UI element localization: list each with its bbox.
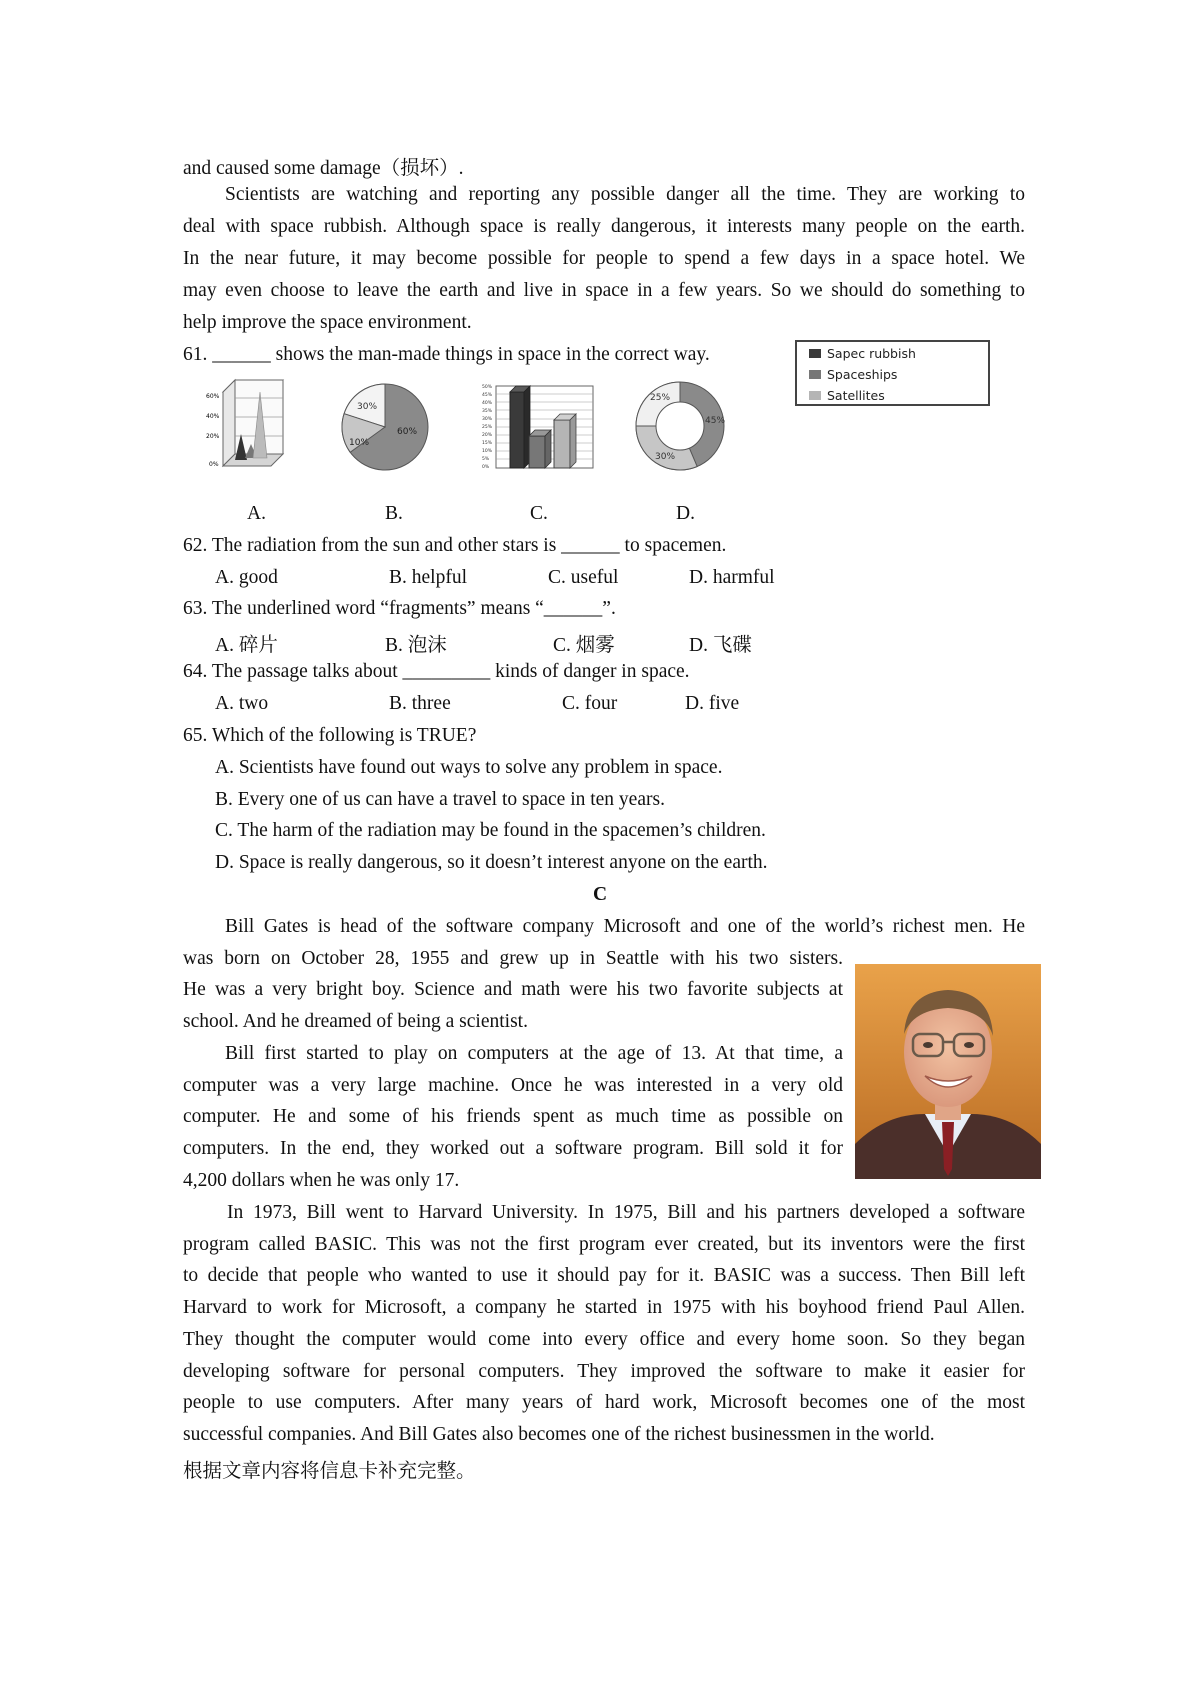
passage-line: Bill Gates is head of the software company Microsoft and one of the world’s richest men. He (225, 916, 1025, 937)
question-65: 65. Which of the following is TRUE? (183, 725, 477, 746)
bar-spaceships (529, 430, 551, 468)
tick-label: 50% (482, 385, 493, 390)
tick-label: 20% (482, 433, 493, 438)
passage-line: was born on October 28, 1955 and grew up in Seattle with his two sisters. (183, 948, 843, 969)
chart-a-cone (205, 378, 285, 470)
tick-label: 5% (482, 457, 490, 462)
passage-line: computers. In the end, they worked out a software program. Bill sold it for (183, 1138, 843, 1159)
section-heading: C (592, 884, 608, 905)
chart-c-bars (482, 384, 595, 470)
tick-label: 0% (482, 465, 490, 470)
q63-option-c: C. 烟雾 (553, 635, 615, 656)
q65-option-d: D. Space is really dangerous, so it doesn’t interest anyone on the earth. (215, 852, 768, 873)
q63-option-a: A. 碎片 (215, 635, 278, 656)
passage-line: developing software for personal computers. They improved the software to make it easier for (183, 1361, 1025, 1382)
passage-line: He was a very bright boy. Science and math were his two favorite subjects at (183, 979, 843, 1000)
chart-d-donut (634, 380, 726, 472)
chart-option-a: A. (247, 503, 266, 524)
legend-swatch (809, 391, 821, 400)
slice-label: 10% (349, 438, 370, 448)
tick-label: 60% (206, 393, 220, 400)
passage-line: may even choose to leave the earth and live in space in a few years. So we should do something to (183, 280, 1025, 301)
chart-option-c: C. (530, 503, 548, 524)
q65-option-c: C. The harm of the radiation may be found in the spacemen’s children. (215, 820, 766, 841)
q64-option-b: B. three (389, 693, 451, 714)
passage-line: deal with space rubbish. Although space is really dangerous, it interests many people on the earth. (183, 216, 1025, 237)
tick-label: 20% (206, 433, 220, 440)
passage-line: program called BASIC. This was not the first program ever created, but its inventors were the first (183, 1234, 1025, 1255)
bar-rubbish (510, 386, 530, 468)
legend-swatch (809, 370, 821, 379)
question-62: 62. The radiation from the sun and other stars is ______ to spacemen. (183, 535, 727, 556)
bar-satellites (554, 414, 576, 468)
tick-label: 10% (482, 449, 493, 454)
chart-legend (795, 340, 990, 406)
passage-line: In the near future, it may become possible for people to spend a few days in a space hotel. We (183, 248, 1025, 269)
q64-option-a: A. two (215, 693, 269, 714)
portrait-photo (855, 964, 1041, 1179)
legend-item (827, 388, 885, 403)
slice-label: 30% (357, 402, 378, 412)
passage-line: Scientists are watching and reporting any possible danger all the time. They are working to (225, 184, 1025, 205)
passage-line: Harvard to work for Microsoft, a company he started in 1975 with his boyhood friend Paul Allen. (183, 1297, 1025, 1318)
tick-label: 15% (482, 441, 493, 446)
legend-item (827, 367, 897, 382)
passage-line: to decide that people who wanted to use it should pay for it. BASIC was a success. Then Bill left (183, 1265, 1025, 1286)
tick-label: 40% (482, 401, 493, 406)
question-63: 63. The underlined word “fragments” means “______”. (183, 598, 616, 619)
passage-line: people to use computers. After many years of hard work, Microsoft becomes one of the most (183, 1392, 1025, 1413)
q65-option-a: A. Scientists have found out ways to solve any problem in space. (215, 757, 723, 778)
q62-option-c: C. useful (548, 567, 619, 588)
passage-line: They thought the computer would come into every office and every home soon. So they began (183, 1329, 1025, 1350)
legend-item (827, 346, 916, 361)
passage-line: school. And he dreamed of being a scientist. (183, 1011, 528, 1032)
passage-line: In 1973, Bill went to Harvard University. In 1975, Bill and his partners developed a software (227, 1202, 1025, 1223)
legend-label: Satellites (827, 388, 885, 403)
tick-label: 35% (482, 409, 493, 414)
passage-line: and caused some damage（损坏）. (183, 158, 464, 179)
chart-option-d: D. (676, 503, 695, 524)
tick-label: 0% (209, 461, 219, 468)
passage-line: 4,200 dollars when he was only 17. (183, 1170, 460, 1191)
segment-label: 25% (650, 393, 671, 403)
passage-line: computer was a very large machine. Once he was interested in a very old (183, 1075, 843, 1096)
passage-line: computer. He and some of his friends spent as much time as possible on (183, 1106, 843, 1127)
q62-option-a: A. good (215, 567, 278, 588)
q63-option-b: B. 泡沫 (385, 635, 447, 656)
legend-label: Spaceships (827, 367, 898, 382)
q65-option-b: B. Every one of us can have a travel to space in ten years. (215, 789, 665, 810)
tick-label: 45% (482, 393, 493, 398)
segment-label: 30% (655, 452, 676, 462)
legend-label: Sapec rubbish (827, 346, 916, 361)
q64-option-d: D. five (685, 693, 740, 714)
q64-option-c: C. four (562, 693, 618, 714)
q63-option-d: D. 飞碟 (689, 635, 752, 656)
passage-line: successful companies. And Bill Gates also becomes one of the richest businessmen in the world. (183, 1424, 935, 1445)
tick-label: 30% (482, 417, 493, 422)
chart-option-b: B. (385, 503, 403, 524)
q62-option-b: B. helpful (389, 567, 467, 588)
legend-swatch (809, 349, 821, 358)
q62-option-d: D. harmful (689, 567, 775, 588)
passage-line: help improve the space environment. (183, 312, 472, 333)
question-61: 61. ______ shows the man-made things in space in the correct way. (183, 344, 710, 365)
slice-label: 60% (397, 427, 418, 437)
question-64: 64. The passage talks about _________ kinds of danger in space. (183, 661, 690, 682)
tick-label: 40% (206, 413, 220, 420)
passage-line: Bill first started to play on computers at the age of 13. At that time, a (225, 1043, 843, 1064)
chart-b-pie (340, 382, 430, 472)
tick-label: 25% (482, 425, 493, 430)
instruction-line: 根据文章内容将信息卡补充完整。 (183, 1461, 476, 1482)
segment-label: 45% (705, 416, 726, 426)
